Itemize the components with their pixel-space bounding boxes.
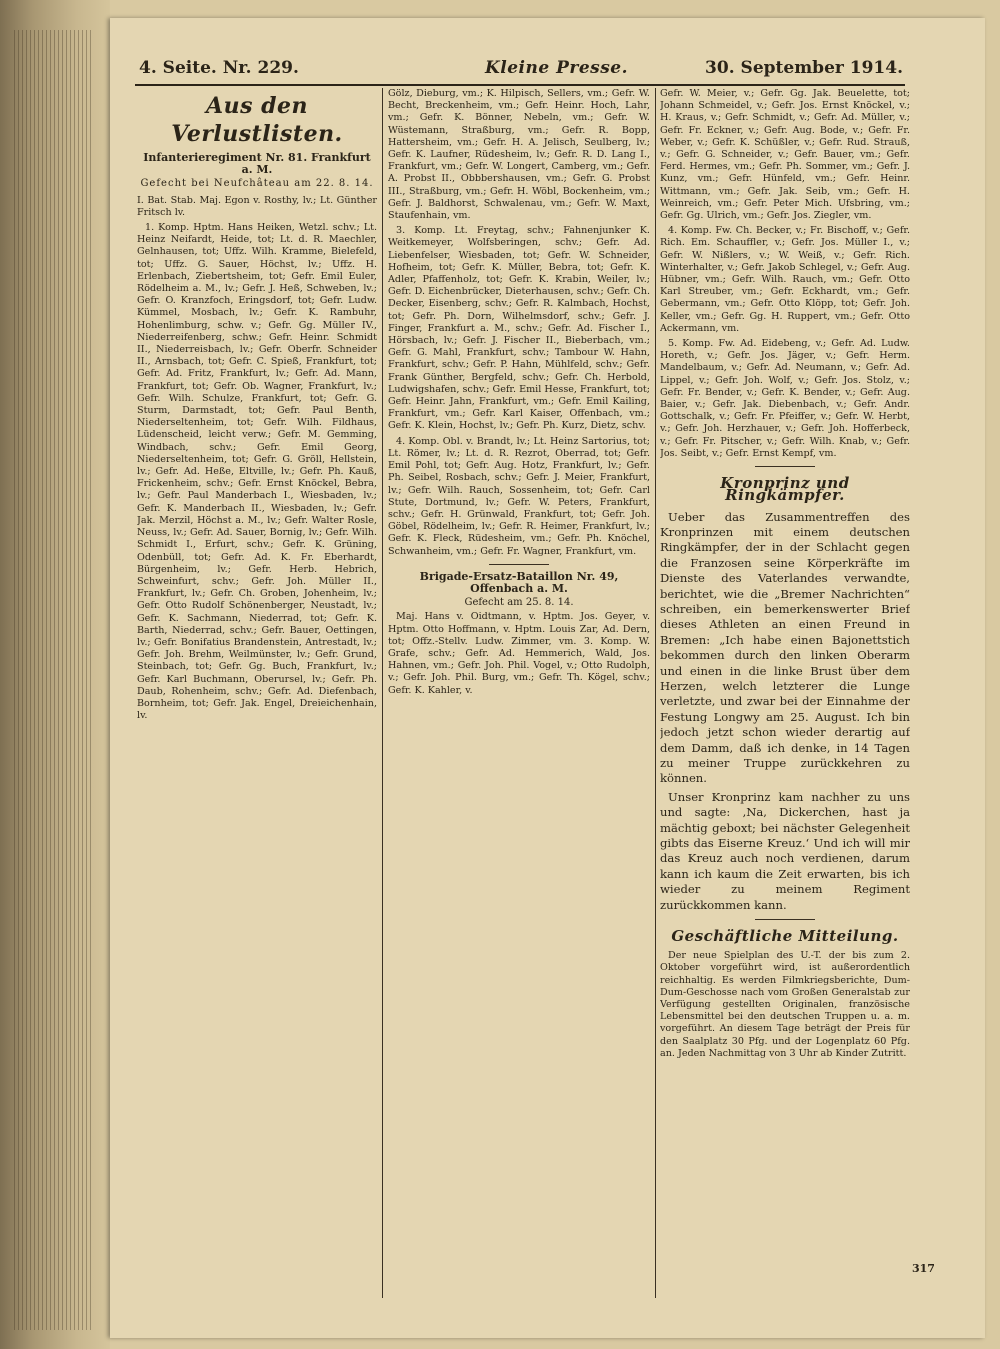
- battle-heading: Gefecht bei Neufchâteau am 22. 8. 14.: [140, 178, 374, 190]
- newspaper-title: Kleine Presse.: [485, 58, 629, 78]
- article-title: Kronprinz und Ringkämpfer.: [720, 474, 850, 505]
- brigade-heading: Brigade-Ersatz-Bataillon Nr. 49, Offenbach a. M.: [419, 569, 619, 595]
- page-number: 317: [912, 1262, 935, 1275]
- list-paragraph: Gefr. W. Meier, v.; Gefr. Gg. Jak. Beuelette, tot; Johann Schmeidel, v.; Gefr. Jos. Ernst Knöckel, v.; H. Kraus, v.; Gefr. Schmidt, v.; Gefr. Ad. Müller, v.; Gefr. Fr. Eckner, v.; Gefr. Aug. Bode, v.; Gefr. Fr. Weber, v.; Gefr. K. Schüßler, v.; Gefr. Rud. Strauß, v.; Gefr. G. Schneider, v.; Gefr. Bauer, vm.; Gefr. Ferd. Hermes, vm.; Gefr. Ph. Sommer, vm.; Gefr. J. Kunz, vm.; Gefr. Hünfeld, vm.; Gefr. Heinr. Wittmann, vm.; Gefr. Jak. Seib, vm.; Gefr. H. Weinreich, vm.; Gefr. Peter Mich. Ufsbring, vm.; Gefr. Gg. Ulrich, vm.; Gefr. Jos. Ziegler, vm.: [660, 88, 910, 222]
- business-title: Geschäftliche Mitteilung.: [671, 927, 899, 946]
- section-divider: [755, 466, 815, 467]
- section-divider: [489, 564, 549, 565]
- header-rule: [135, 84, 905, 86]
- column-right: [660, 88, 910, 1298]
- article-paragraph: Ueber das Zusammentreffen des Kronprinzen mit einem deutschen Ringkämpfer, der in der Schlacht gegen die Franzosen seine Körperkräfte im Dienste des Vaterlandes verwandte, berichtet, wie die „Bremer Nachrichten“ schreiben, ein bemerkenswerter Brief dieses Athleten an einen Freund in Bremen: „Ich habe einen Bajonettstich bekommen durch den linken Oberarm und einen in die linke Brust über dem Herzen, welch letzterer die Lunge verletzte, und zwar bei der Einnahme der Festung Longwy am 25. August. Ich bin jedoch jetzt schon wieder derartig auf dem Damm, daß ich denke, in 14 Tagen zu meiner Truppe zurückkehren zu können.: [660, 509, 910, 786]
- list-paragraph: 3. Komp. Lt. Freytag, schv.; Fahnenjunker K. Weitkemeyer, Wolfsberingen, schv.; Gefr. Ad. Liebenfelser, Wiesbaden, tot; Gefr. W. Schneider, Hofheim, tot; Gefr. K. Müller, Bebra, tot; Gefr. K. Adler, Pfaffenholz, tot; Gefr. K. Krabin, Weiler, lv.; Gefr. D. Eichenbrücker, Dieterhausen, schv.; Gefr. Ch. Decker, Eisenberg, schv.; Gefr. R. Kalmbach, Hochst, tot; Gefr. Ph. Dorn, Wilhelmsdorf, schv.; Gefr. J. Finger, Frankfurt a. M., schv.; Gefr. Ad. Fischer I., Hörsbach, lv.; Gefr. J. Fischer II., Bieberbach, vm.; Gefr. G. Mahl, Frankfurt, schv.; Tambour W. Hahn, Frankfurt, schv.; Gefr. P. Hahn, Mühlfeld, schv.; Gefr. Frank Günther, Bergfeld, schv.; Gefr. Ch. Herbold, Ludwigshafen, schv.; Gefr. Emil Hesse, Frankfurt, tot; Gefr. Heinr. Jahn, Frankfurt, vm.; Gefr. Emil Kailing, Frankfurt, vm.; Gefr. Karl Kaiser, Offenbach, vm.; Gefr. K. Klein, Hochst, lv.; Gefr. Ph. Kurz, Dietz, schv.: [388, 225, 650, 432]
- brigade-battle: Gefecht am 25. 8. 14.: [464, 597, 574, 609]
- column-divider: [655, 88, 656, 1298]
- column-middle: [388, 88, 650, 1298]
- book-binding-edge: [0, 0, 110, 1349]
- business-paragraph: Der neue Spielplan des U.-T. der bis zum 2. Oktober vorgeführt wird, ist außerordentlich reichhaltig. Es werden Filmkriegsberichte, Dum-Dum-Geschosse nach vom Großen Generalstab zur Verfügung gestellten Originalen, französische Lebensmittel bei den deutschen Truppen u. a. m. vorgeführt. An diesem Tage beträgt der Preis für den Saalplatz 30 Pfg. und der Logenplatz 60 Pfg. an. Jeden Nachmittag von 3 Uhr ab Kinder Zutritt.: [660, 950, 910, 1059]
- section-title: Aus den Verlustlisten.: [171, 93, 343, 147]
- column-left: [137, 88, 377, 1298]
- list-paragraph: 5. Komp. Fw. Ad. Eidebeng, v.; Gefr. Ad. Ludw. Horeth, v.; Gefr. Jos. Jäger, v.; Gefr. Herm. Mandelbaum, v.; Gefr. Ad. Neumann, v.; Gefr. Ad. Lippel, v.; Gefr. Joh. Wolf, v.; Gefr. Jos. Stolz, v.; Gefr. Fr. Bender, v.; Gefr. K. Bender, v.; Gefr. Aug. Baier, v.; Gefr. Jak. Diebenbach, v.; Gefr. Andr. Gottschalk, v.; Gefr. Fr. Pfeiffer, v.; Gefr. W. Herbt, v.; Gefr. Joh. Herzhauer, v.; Gefr. Joh. Hofferbeck, v.; Gefr. Fr. Pitscher, v.; Gefr. Wilh. Knab, v.; Gefr. Jos. Seibt, v.; Gefr. Ernst Kempf, vm.: [660, 338, 910, 459]
- list-paragraph: I. Bat. Stab. Maj. Egon v. Rosthy, lv.; Lt. Günther Fritsch lv.: [137, 194, 377, 218]
- column-divider: [382, 88, 383, 1298]
- list-paragraph: Maj. Hans v. Oidtmann, v. Hptm. Jos. Geyer, v. Hptm. Otto Hoffmann, v. Hptm. Louis Zar, Ad. Dern, tot; Offz.-Stellv. Ludw. Zimmer, vm. 3. Komp. W. Grafe, schv.; Gefr. Ad. Hemmerich, Wald, Jos. Hahnen, vm.; Gefr. Joh. Phil. Vogel, v.; Otto Rudolph, v.; Gefr. Joh. Phil. Burg, vm.; Gefr. Th. Kögel, schv.; Gefr. K. Kahler, v.: [388, 611, 650, 696]
- list-paragraph: 1. Komp. Hptm. Hans Heiken, Wetzl. schv.; Lt. Heinz Neifardt, Heide, tot; Lt. d. R. Maechler, Gelnhausen, tot; Uffz. Wilh. Kramme, Bielefeld, tot; Uffz. G. Sauer, Höchst, lv.; Uffz. H. Erlenbach, Ziebertsheim, tot; Gefr. Emil Euler, Rödelheim a. M., lv.; Gefr. J. Heß, Schweben, lv.; Gefr. O. Kranzfoch, Eringsdorf, tot; Gefr. Ludw. Kümmel, Mosbach, lv.; Gefr. K. Rambuhr, Hohenlimburg, schw. v.; Gefr. Gg. Müller IV., Niederreifenberg, schw.; Gefr. Heinr. Schmidt II., Niederreisbach, lv.; Gefr. Oberfr. Schneider II., Arnsbach, tot; Gefr. C. Spieß, Frankfurt, tot; Gefr. Ad. Fritz, Frankfurt, lv.; Gefr. Ad. Mann, Frankfurt, tot; Gefr. Ob. Wagner, Frankfurt, lv.; Gefr. Wilh. Schulze, Frankfurt, tot; Gefr. G. Sturm, Darmstadt, tot; Gefr. Paul Benth, Niederseltenheim, tot; Gefr. Wilh. Fildhaus, Lüdenscheid, leicht verw.; Gefr. M. Gemming, Windbach, schv.; Gefr. Emil Georg, Niederseltenheim, tot; Gefr. G. Gröll, Hellstein, lv.; Gefr. Ad. Heße, Eltville, lv.; Gefr. Ph. Kauß, Frickenheim, schv.; Gefr. Ernst Knöckel, Bebra, lv.; Gefr. Paul Manderbach I., Wiesbaden, lv.; Gefr. K. Manderbach II., Wiesbaden, lv.; Gefr. Jak. Merzil, Höchst a. M., lv.; Gefr. Walter Rosle, Neuss, lv.; Gefr. Ad. Sauer, Bornig, lv.; Gefr. Wilh. Schmidt I., Erfurt, schv.; Gefr. K. Grüning, Odenbüll, tot; Gefr. Ad. K. Fr. Eberhardt, Bürgenheim, lv.; Gefr. Herb. Hebrich, Schweinfurt, schv.; Gefr. Joh. Müller II., Frankfurt, lv.; Gefr. Ch. Groben, Johenheim, lv.; Gefr. Otto Rudolf Schönenberger, Neustadt, lv.; Gefr. K. Sachmann, Niederrad, tot; Gefr. K. Barth, Niederrad, schv.; Gefr. Bauer, Oettingen, lv.; Gefr. Bonifatius Brandenstein, Antrestadt, lv.; Gefr. Joh. Brehm, Weilmünster, lv.; Gefr. Grund, Steinbach, tot; Gefr. Gg. Buch, Frankfurt, lv.; Gefr. Karl Buchmann, Oberursel, lv.; Gefr. Ph. Daub, Rohenheim, schv.; Gefr. Ad. Diefenbach, Bornheim, tot; Gefr. Jak. Engel, Dreieichenhain, lv.: [137, 222, 377, 722]
- list-paragraph: 4. Komp. Fw. Ch. Becker, v.; Fr. Bischoff, v.; Gefr. Rich. Em. Schauffler, v.; Gefr. Jos. Müller I., v.; Gefr. W. Nißlers, v.; W. Weiß, v.; Gefr. Rich. Winterhalter, v.; Gefr. Jakob Schlegel, v.; Gefr. Aug. Hübner, vm.; Gefr. Wilh. Rauch, vm.; Gefr. Otto Karl Streuber, vm.; Gefr. Eckhardt, vm.; Gefr. Gebermann, vm.; Gefr. Otto Klöpp, tot; Gefr. Joh. Keller, vm.; Gefr. Gg. H. Ruppert, vm.; Gefr. Otto Ackermann, vm.: [660, 225, 910, 334]
- section-divider: [755, 919, 815, 920]
- issue-date: 30. September 1914.: [705, 58, 903, 78]
- article-paragraph: Unser Kronprinz kam nachher zu uns und sagte: ‚Na, Dickerchen, hast ja mächtig geboxt; bei nächster Gelegenheit gibts das Eiserne Kreuz.‘ Und ich will mir das Kreuz auch noch verdienen, darum kann ich kaum die Zeit erwarten, bis ich wieder zu meinem Regiment zurückkommen kann.: [660, 789, 910, 912]
- page-header: [135, 58, 975, 86]
- list-paragraph: Gölz, Dieburg, vm.; K. Hilpisch, Sellers, vm.; Gefr. W. Becht, Breckenheim, vm.; Gefr. Heinr. Hoch, Lahr, vm.; Gefr. K. Bönner, Nebeln, vm.; Gefr. W. Wüstemann, Straßburg, vm.; Gefr. R. Bopp, Hattersheim, vm.; Gefr. H. A. Jelisch, Seulberg, lv.; Gefr. K. Laufner, Rüdesheim, lv.; Gefr. R. D. Lang I., Frankfurt, vm.; Gefr. W. Longert, Camberg, vm.; Gefr. A. Probst II., Obbbershausen, vm.; Gefr. G. Probst III., Straßburg, vm.; Gefr. H. Wöbl, Bockenheim, vm.; Gefr. J. Baldhorst, Schwalenau, vm.; Gefr. W. Maxt, Staufenhain, vm.: [388, 88, 650, 222]
- page-label: 4. Seite. Nr. 229.: [139, 58, 299, 78]
- list-paragraph: 4. Komp. Obl. v. Brandt, lv.; Lt. Heinz Sartorius, tot; Lt. Römer, lv.; Lt. d. R. Rezrot, Oberrad, tot; Gefr. Emil Pohl, tot; Gefr. Aug. Hotz, Frankfurt, lv.; Gefr. Ph. Seibel, Rosbach, schv.; Gefr. J. Meier, Frankfurt, lv.; Gefr. Wilh. Rauch, Sossenheim, tot; Gefr. Carl Stute, Dortmund, lv.; Gefr. W. Peters, Frankfurt, schv.; Gefr. H. Grünwald, Frankfurt, tot; Gefr. Joh. Göbel, Rödelheim, lv.; Gefr. R. Heimer, Frankfurt, lv.; Gefr. K. Fleck, Rüdesheim, vm.; Gefr. Ph. Knöchel, Schwanheim, vm.; Gefr. Fr. Wagner, Frankfurt, vm.: [388, 435, 650, 557]
- regiment-heading: Infanterieregiment Nr. 81. Frankfurt a. M.: [143, 151, 371, 177]
